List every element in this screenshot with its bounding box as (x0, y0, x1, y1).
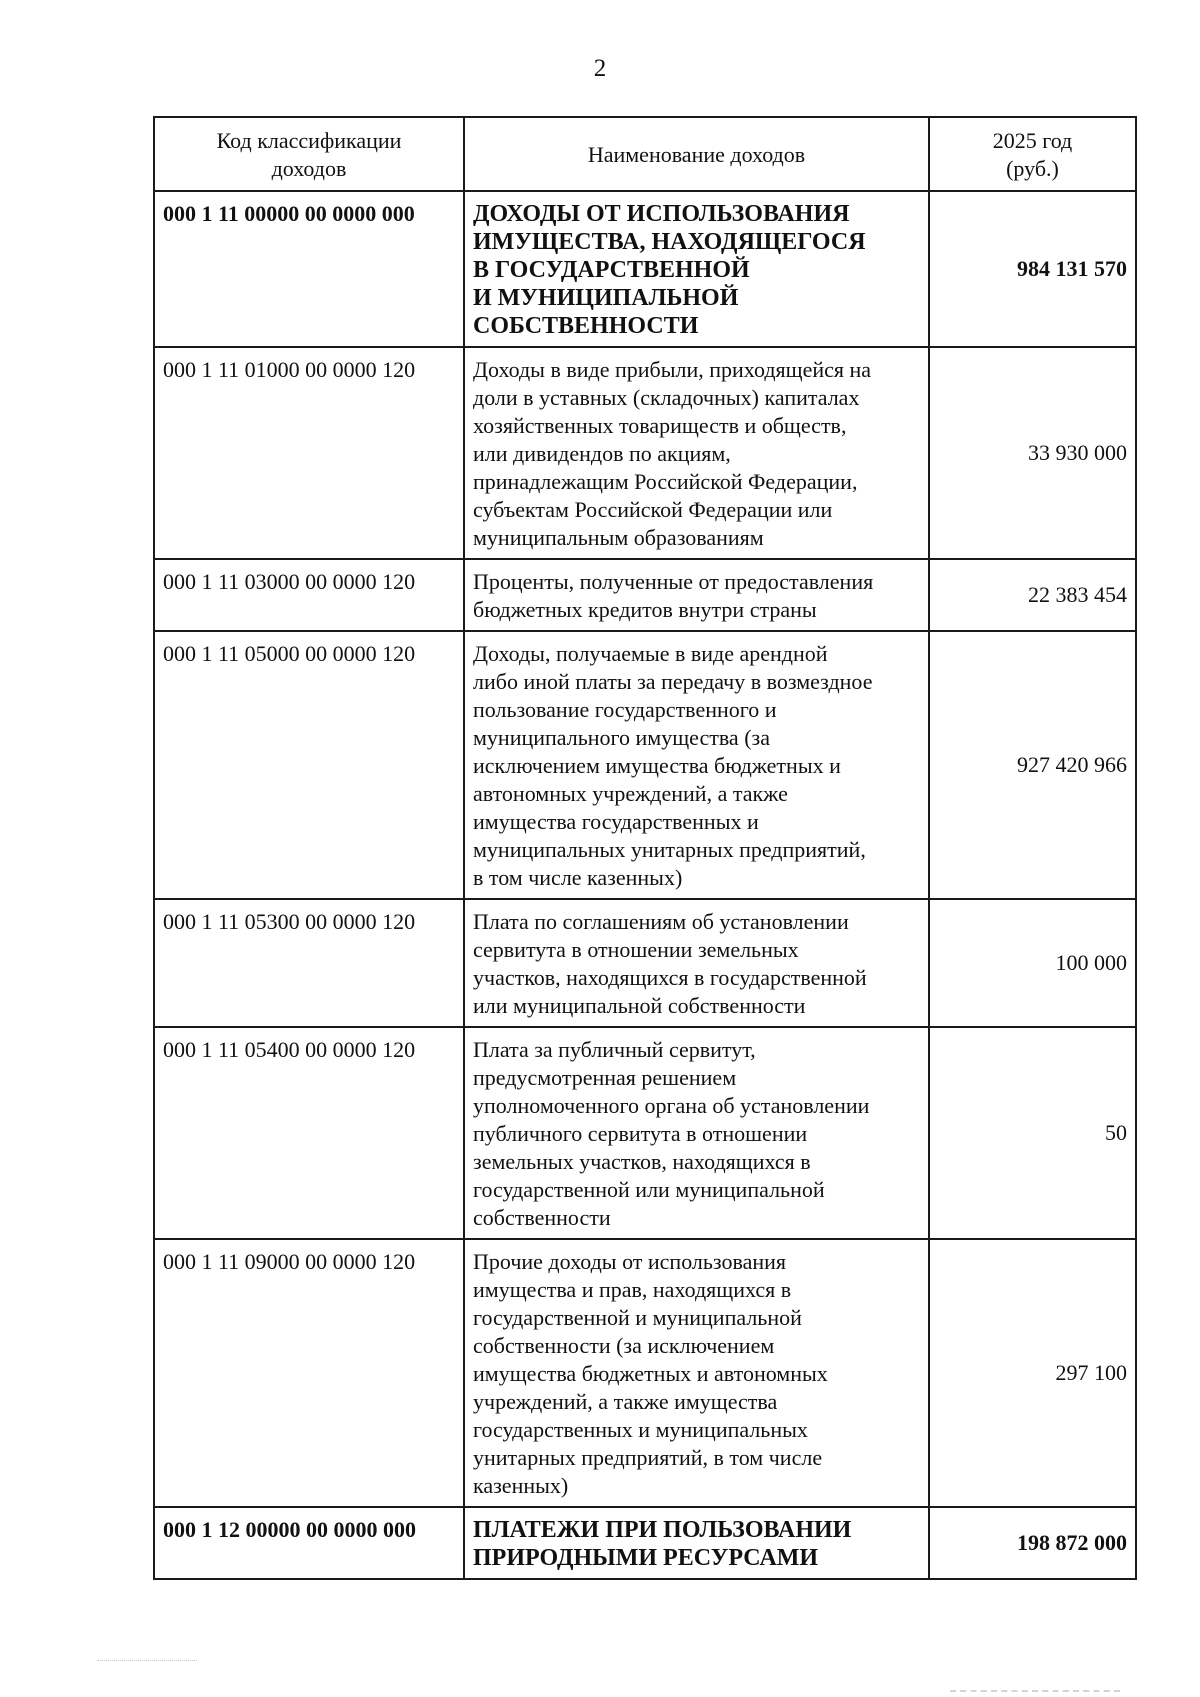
income-name-line: имущества и прав, находящихся в (473, 1277, 792, 1302)
income-name-line: ПРИРОДНЫМИ РЕСУРСАМИ (473, 1545, 819, 1571)
income-code: 000 1 11 05400 00 0000 120 (154, 1027, 464, 1239)
income-name-line: собственности (473, 1205, 611, 1230)
header-code (154, 117, 464, 191)
income-name-line: Доходы в виде прибыли, приходящейся на (473, 357, 872, 382)
income-amount: 198 872 000 (929, 1507, 1136, 1579)
income-name-line: имущества бюджетных и автономных (473, 1361, 828, 1386)
income-name (464, 347, 929, 559)
income-name-line: пользование государственного и (473, 697, 777, 722)
income-name-line: предусмотренная решением (473, 1065, 737, 1090)
income-name-line: муниципальных унитарных предприятий, (473, 837, 866, 862)
income-table (153, 116, 1137, 1580)
income-name-line: унитарных предприятий, в том числе (473, 1445, 823, 1470)
income-name-line: Плата за публичный сервитут, (473, 1037, 756, 1062)
header-code-line: доходов (271, 156, 347, 181)
page-number: 2 (593, 55, 607, 82)
income-code: 000 1 11 03000 00 0000 120 (154, 559, 464, 631)
table-row (154, 1239, 1136, 1507)
income-name-line: принадлежащим Российской Федерации, (473, 469, 858, 494)
income-name (464, 559, 929, 631)
income-name-line: в том числе казенных) (473, 865, 683, 890)
income-name-line: Доходы, получаемые в виде арендной (473, 641, 828, 666)
header-name-line: Наименование доходов (587, 142, 806, 167)
header-amount (929, 117, 1136, 191)
income-name-line: Прочие доходы от использования (473, 1249, 787, 1274)
income-name-line: бюджетных кредитов внутри страны (473, 597, 817, 622)
income-code: 000 1 11 05300 00 0000 120 (154, 899, 464, 1027)
header-amount-line: (руб.) (1006, 156, 1059, 181)
income-name-line: хозяйственных товариществ и обществ, (473, 413, 847, 438)
scan-artifact (950, 1690, 1120, 1694)
income-name-line: государственной и муниципальной (473, 1305, 802, 1330)
table-row (154, 631, 1136, 899)
table-row (154, 1027, 1136, 1239)
income-name-line: ПЛАТЕЖИ ПРИ ПОЛЬЗОВАНИИ (473, 1517, 852, 1543)
income-name (464, 631, 929, 899)
income-name-line: сервитута в отношении земельных (473, 937, 799, 962)
income-code: 000 1 12 00000 00 0000 000 (154, 1507, 464, 1579)
header-code-line: Код классификации (216, 128, 402, 153)
income-name-line: учреждений, а также имущества (473, 1389, 778, 1414)
scan-artifact (97, 1660, 197, 1663)
income-name-line: участков, находящихся в государственной (473, 965, 867, 990)
income-name-line: Проценты, полученные от предоставления (473, 569, 874, 594)
income-name-line: публичного сервитута в отношении (473, 1121, 808, 1146)
income-name-line: В ГОСУДАРСТВЕННОЙ (473, 257, 750, 283)
income-name-line: имущества государственных и (473, 809, 759, 834)
table-header-row (154, 117, 1136, 191)
income-name-line: государственной или муниципальной (473, 1177, 825, 1202)
income-name-line: земельных участков, находящихся в (473, 1149, 811, 1174)
header-name (464, 117, 929, 191)
income-name-line: уполномоченного органа об установлении (473, 1093, 870, 1118)
income-code: 000 1 11 05000 00 0000 120 (154, 631, 464, 899)
income-amount: 50 (929, 1027, 1136, 1239)
income-code: 000 1 11 00000 00 0000 000 (154, 191, 464, 347)
income-name-line: И МУНИЦИПАЛЬНОЙ (473, 285, 739, 311)
income-name-line: исключением имущества бюджетных и (473, 753, 841, 778)
income-name-line: или муниципальной собственности (473, 993, 806, 1018)
income-amount: 33 930 000 (929, 347, 1136, 559)
table-row (154, 899, 1136, 1027)
income-name-line: субъектам Российской Федерации или (473, 497, 833, 522)
income-amount: 100 000 (929, 899, 1136, 1027)
income-amount: 984 131 570 (929, 191, 1136, 347)
income-amount: 927 420 966 (929, 631, 1136, 899)
income-amount: 297 100 (929, 1239, 1136, 1507)
table-row (154, 1507, 1136, 1579)
table-body (154, 191, 1136, 1579)
header-amount-line: 2025 год (992, 128, 1073, 153)
income-name (464, 191, 929, 347)
table-row (154, 191, 1136, 347)
income-name-line: либо иной платы за передачу в возмездное (473, 669, 873, 694)
table-row (154, 559, 1136, 631)
income-name (464, 1239, 929, 1507)
table-row (154, 347, 1136, 559)
income-code: 000 1 11 09000 00 0000 120 (154, 1239, 464, 1507)
income-name-line: государственных и муниципальных (473, 1417, 808, 1442)
income-name-line: казенных) (473, 1473, 569, 1498)
income-code: 000 1 11 01000 00 0000 120 (154, 347, 464, 559)
income-name-line: муниципального имущества (за (473, 725, 770, 750)
income-name (464, 899, 929, 1027)
income-name-line: муниципальным образованиям (473, 525, 764, 550)
income-name-line: доли в уставных (складочных) капиталах (473, 385, 860, 410)
income-amount: 22 383 454 (929, 559, 1136, 631)
income-name-line: СОБСТВЕННОСТИ (473, 313, 699, 339)
income-name-line: собственности (за исключением (473, 1333, 775, 1358)
income-name-line: автономных учреждений, а также (473, 781, 788, 806)
income-name (464, 1507, 929, 1579)
income-name-line: ДОХОДЫ ОТ ИСПОЛЬЗОВАНИЯ (473, 201, 850, 227)
income-name (464, 1027, 929, 1239)
income-name-line: ИМУЩЕСТВА, НАХОДЯЩЕГОСЯ (473, 229, 866, 255)
income-name-line: Плата по соглашениям об установлении (473, 909, 849, 934)
income-name-line: или дивидендов по акциям, (473, 441, 731, 466)
